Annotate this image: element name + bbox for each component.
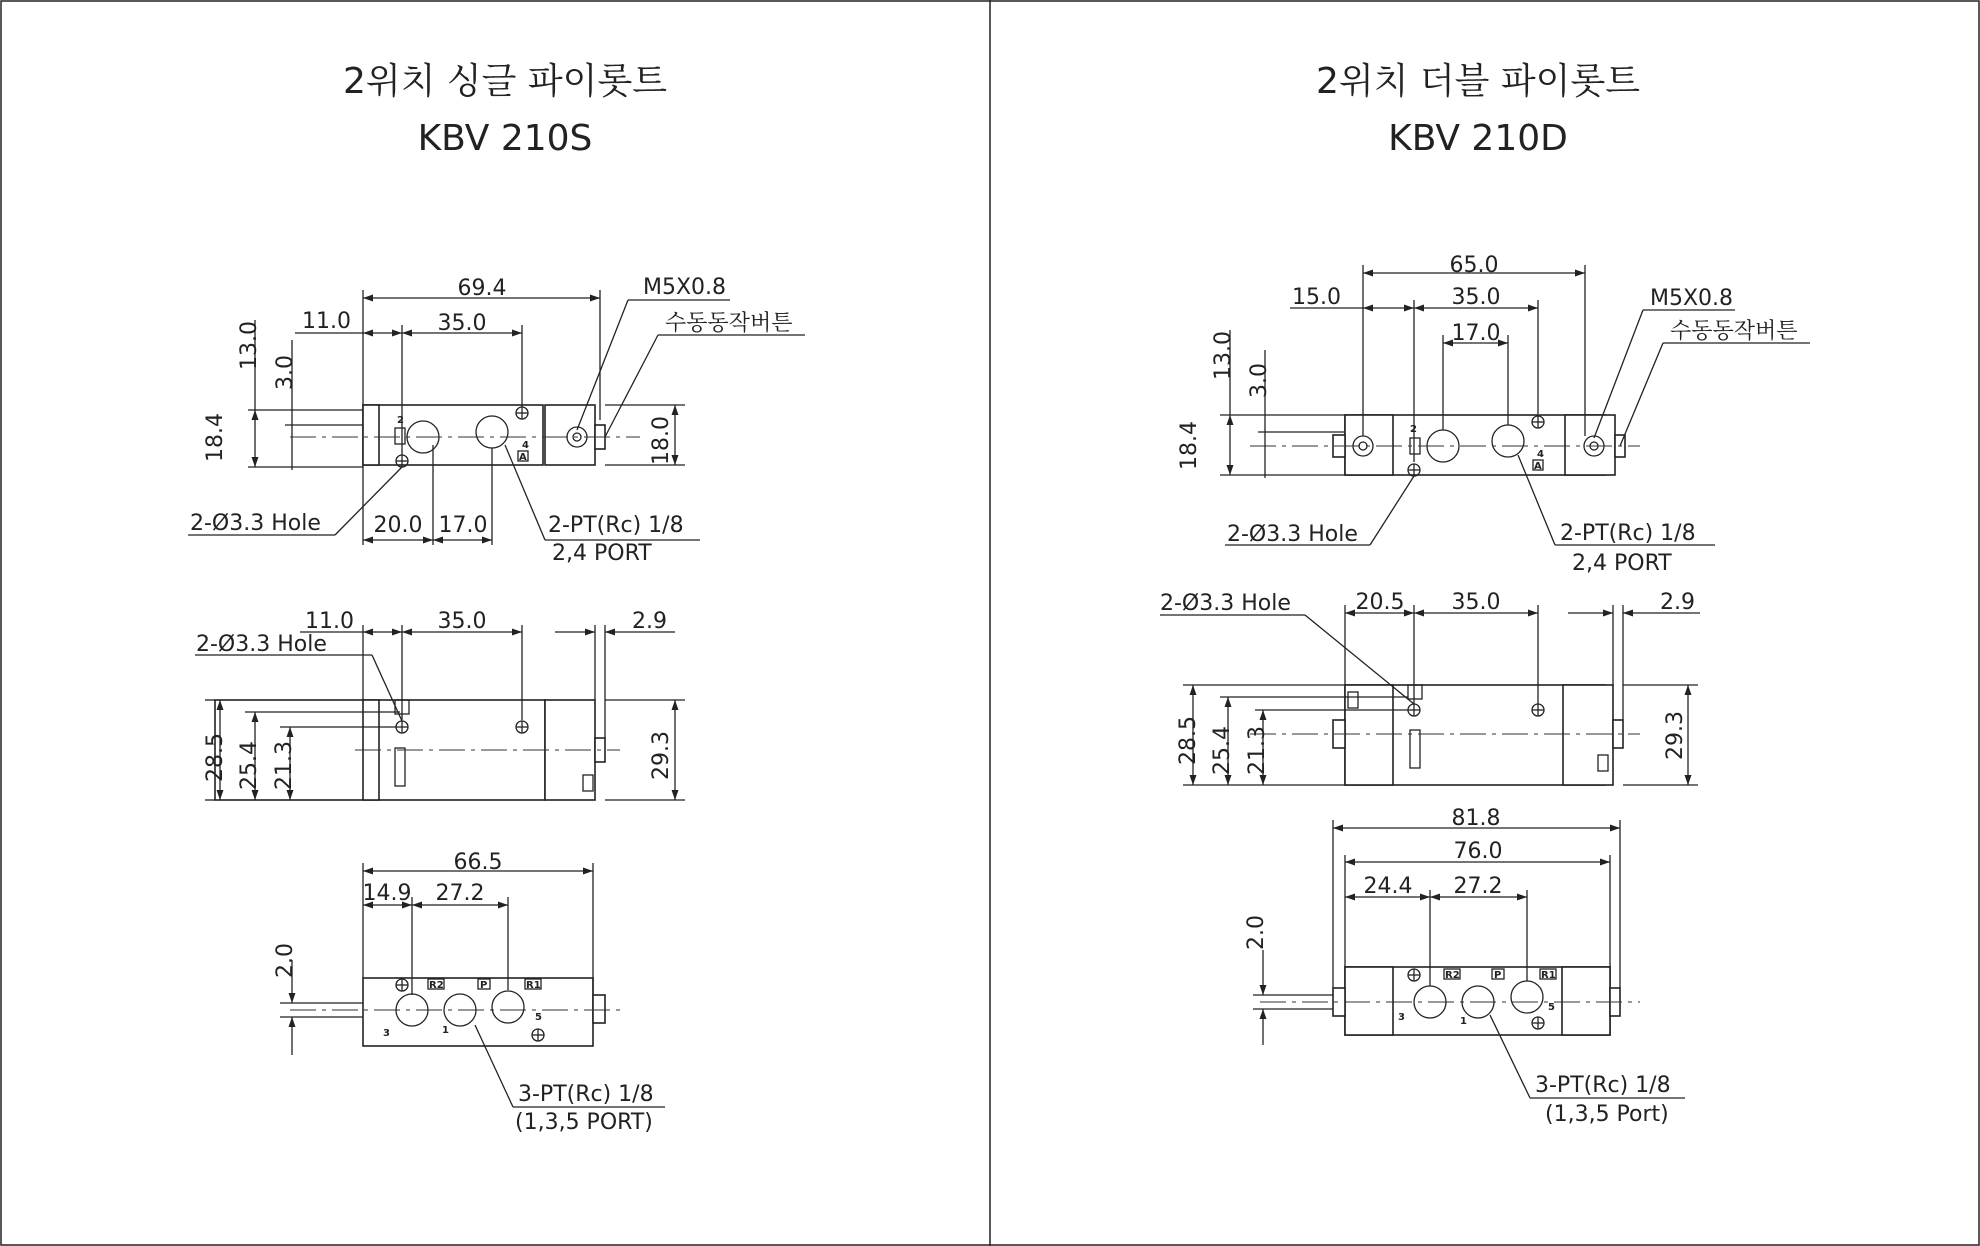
side-dim-21-3: 21.3 xyxy=(1245,726,1270,775)
side-dim-35-0: 35.0 xyxy=(437,609,487,634)
dim-66-5: 66.5 xyxy=(453,850,503,875)
side-dim-29-3: 29.3 xyxy=(649,731,674,780)
right-title: 2위치 더블 파이롯트 xyxy=(1316,61,1640,102)
dim-27-2: 27.2 xyxy=(435,881,485,906)
pilot-housing-left xyxy=(1345,415,1393,475)
mark-P: P xyxy=(480,980,488,991)
dim-17-0: 17.0 xyxy=(1451,321,1501,346)
left-bottom-view xyxy=(273,850,665,1135)
dim-3-0: 3.0 xyxy=(1247,363,1272,398)
dim-35-0: 35.0 xyxy=(1451,285,1501,310)
mark-R1: R1 xyxy=(1541,970,1556,981)
mark-R2: R2 xyxy=(1445,970,1460,981)
side-hole-label: 2-Ø3.3 Hole xyxy=(196,632,327,657)
dim-24-4: 24.4 xyxy=(1363,874,1413,899)
dim-2-0: 2.0 xyxy=(273,943,298,978)
dim-65-0: 65.0 xyxy=(1449,253,1499,278)
mark-4: 4 xyxy=(522,440,529,451)
side-dim-20-5: 20.5 xyxy=(1355,590,1405,615)
dim-13-0: 13.0 xyxy=(1211,331,1236,380)
pt-label: 2-PT(Rc) 1/8 xyxy=(1560,521,1696,546)
side-dim-21-3: 21.3 xyxy=(272,741,297,790)
side-dim-25-4: 25.4 xyxy=(1210,726,1235,775)
right-side-view xyxy=(1160,590,1700,785)
dim-3-0: 3.0 xyxy=(273,355,298,390)
dim-11-0: 11.0 xyxy=(302,309,351,334)
side-dim-2-9: 2.9 xyxy=(1660,590,1695,615)
m5-label: M5X0.8 xyxy=(643,275,727,300)
port-label: 2,4 PORT xyxy=(1572,551,1672,576)
side-dim-2-9: 2.9 xyxy=(632,609,667,634)
dim-18-4: 18.4 xyxy=(203,413,228,462)
manual-button-label: 수동동작버튼 xyxy=(665,311,793,336)
mark-R1: R1 xyxy=(526,980,541,991)
mark-5: 5 xyxy=(535,1012,542,1023)
side-dim-35-0: 35.0 xyxy=(1451,590,1501,615)
pilot-housing xyxy=(545,405,595,465)
side-hole-label: 2-Ø3.3 Hole xyxy=(1160,591,1291,616)
mark-2: 2 xyxy=(1410,424,1417,435)
side-dim-29-3: 29.3 xyxy=(1663,711,1688,760)
bottom-port-label: (1,3,5 PORT) xyxy=(515,1110,653,1135)
dim-27-2: 27.2 xyxy=(1453,874,1503,899)
mark-3: 3 xyxy=(1398,1012,1405,1023)
left-top-view xyxy=(188,275,805,566)
mark-A: A xyxy=(519,452,527,463)
right-top-view xyxy=(1177,253,1810,576)
dim-14-9: 14.9 xyxy=(362,881,412,906)
side-dim-25-4: 25.4 xyxy=(237,741,262,790)
right-model: KBV 210D xyxy=(1388,118,1568,159)
end-cap-left xyxy=(363,405,379,465)
hole-label: 2-Ø3.3 Hole xyxy=(1227,522,1358,547)
mark-5: 5 xyxy=(1548,1002,1555,1013)
hole-label: 2-Ø3.3 Hole xyxy=(190,511,321,536)
mark-2: 2 xyxy=(397,415,404,426)
mark-1: 1 xyxy=(1460,1016,1467,1027)
bottom-port-label: (1,3,5 Port) xyxy=(1545,1102,1669,1127)
right-bottom-view xyxy=(1244,806,1685,1127)
dim-81-8: 81.8 xyxy=(1451,806,1501,831)
mark-P: P xyxy=(1494,970,1502,981)
dim-20-0: 20.0 xyxy=(373,513,423,538)
mark-1: 1 xyxy=(442,1025,449,1036)
left-model: KBV 210S xyxy=(417,118,593,159)
pt-label: 2-PT(Rc) 1/8 xyxy=(548,513,684,538)
left-panel xyxy=(188,61,805,1135)
manual-button-label: 수동동작버튼 xyxy=(1670,319,1798,344)
dim-2-0: 2.0 xyxy=(1244,915,1269,950)
left-title: 2위치 싱글 파이롯트 xyxy=(343,61,667,102)
mark-A: A xyxy=(1534,461,1542,472)
dim-69-4: 69.4 xyxy=(457,276,507,301)
dim-15-0: 15.0 xyxy=(1292,285,1341,310)
mark-R2: R2 xyxy=(429,980,444,991)
dim-13-0: 13.0 xyxy=(237,321,262,370)
port-label: 2,4 PORT xyxy=(552,541,652,566)
bottom-pt-label: 3-PT(Rc) 1/8 xyxy=(518,1082,654,1107)
dim-35-0: 35.0 xyxy=(437,311,487,336)
mark-3: 3 xyxy=(383,1028,390,1039)
bottom-pt-label: 3-PT(Rc) 1/8 xyxy=(1535,1073,1671,1098)
side-dim-11-0: 11.0 xyxy=(305,609,354,634)
mark-4: 4 xyxy=(1537,449,1544,460)
right-panel xyxy=(1160,61,1810,1127)
dim-17-0: 17.0 xyxy=(438,513,488,538)
m5-label: M5X0.8 xyxy=(1650,286,1734,311)
dim-18-4: 18.4 xyxy=(1177,421,1202,470)
side-dim-28-5: 28.5 xyxy=(203,733,228,782)
dim-76-0: 76.0 xyxy=(1453,839,1503,864)
left-side-view xyxy=(195,609,685,800)
side-dim-28-5: 28.5 xyxy=(1176,716,1201,765)
dim-18-0: 18.0 xyxy=(649,416,674,465)
